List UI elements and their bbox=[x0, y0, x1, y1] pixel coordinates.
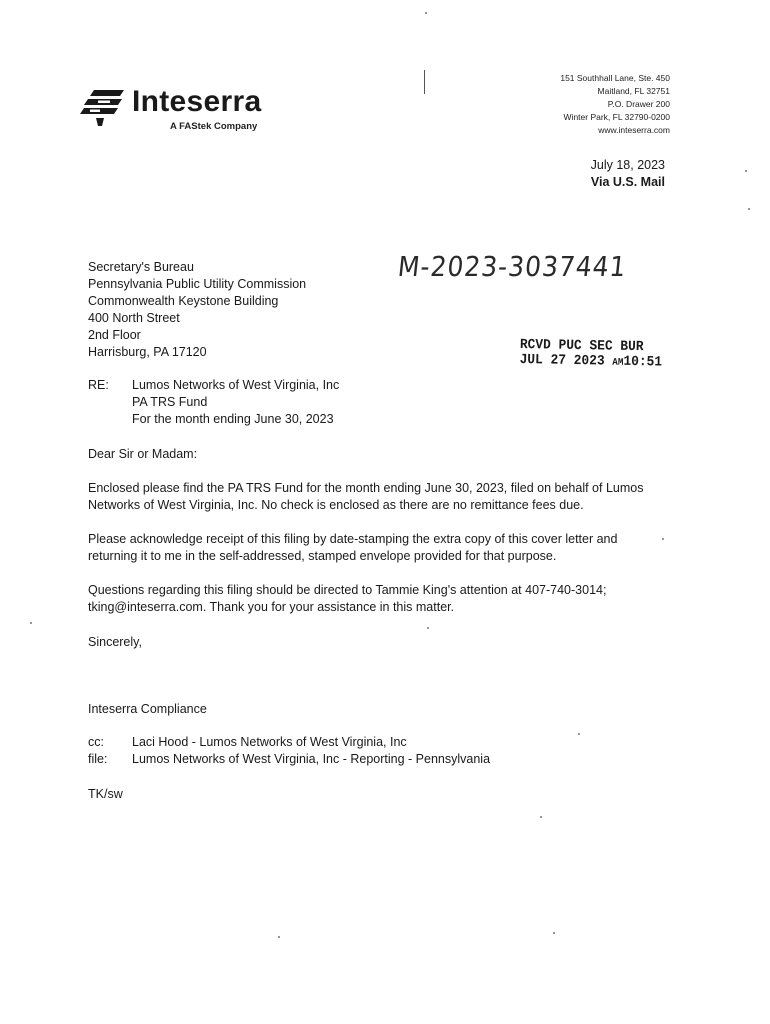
recipient-line: Secretary's Bureau bbox=[88, 260, 194, 274]
recipient-line: Harrisburg, PA 17120 bbox=[88, 345, 207, 359]
stamp-date-time bbox=[519, 353, 662, 371]
scan-speck bbox=[578, 733, 580, 735]
scan-speck bbox=[540, 816, 542, 818]
company-name: Inteserra bbox=[132, 85, 262, 118]
recipient-line: 2nd Floor bbox=[88, 328, 141, 342]
recipient-address bbox=[88, 259, 306, 361]
delivery-method: Via U.S. Mail bbox=[590, 175, 665, 189]
scan-speck bbox=[30, 622, 32, 624]
stamp-time: 10:51 bbox=[623, 353, 663, 371]
re-subject bbox=[132, 377, 339, 428]
body-paragraph: Please acknowledge receipt of this filing by date-stamping the extra copy of this cover letter and returning it to me in the self-addressed, stamped envelope provided for that purpose. bbox=[88, 532, 618, 563]
address-line: Winter Park, FL 32790-0200 bbox=[563, 112, 670, 122]
header-divider bbox=[424, 70, 425, 94]
website-link[interactable]: www.inteserra.com bbox=[598, 125, 670, 135]
stamp-line: RCVD PUC SEC BUR bbox=[519, 337, 644, 356]
typist-initials: TK/sw bbox=[88, 787, 123, 801]
salutation: Dear Sir or Madam: bbox=[88, 447, 198, 461]
re-line: For the month ending June 30, 2023 bbox=[132, 412, 334, 426]
stamp-ampm: AM bbox=[612, 357, 624, 369]
company-tagline: A FAStek Company bbox=[170, 121, 258, 132]
stamp-date: JUL 27 2023 bbox=[519, 351, 605, 370]
company-address bbox=[560, 72, 670, 137]
address-line: 151 Southhall Lane, Ste. 450 bbox=[560, 73, 670, 83]
re-line: Lumos Networks of West Virginia, Inc bbox=[132, 378, 340, 392]
docket-number-handwritten: M-2023-3037441 bbox=[396, 250, 629, 283]
file-label: file: bbox=[88, 752, 108, 766]
body-paragraph: Questions regarding this filing should be directed to Tammie King's attention at 407-740-3014; tking@inteserra.com. Thank you for your assistance in this matter. bbox=[88, 583, 607, 614]
address-line: P.O. Drawer 200 bbox=[607, 99, 670, 109]
closing: Sincerely, bbox=[88, 635, 142, 649]
recipient-line: Commonwealth Keystone Building bbox=[88, 294, 279, 308]
scan-speck bbox=[662, 538, 664, 540]
cc-value: Laci Hood - Lumos Networks of West Virginia, Inc bbox=[132, 735, 407, 749]
scan-speck bbox=[748, 208, 750, 210]
letter-date-block bbox=[591, 157, 665, 191]
re-line: PA TRS Fund bbox=[132, 395, 208, 409]
scan-speck bbox=[745, 170, 747, 172]
recipient-line: Pennsylvania Public Utility Commission bbox=[88, 277, 307, 291]
received-stamp bbox=[519, 338, 662, 371]
address-line: Maitland, FL 32751 bbox=[597, 86, 670, 96]
scan-speck bbox=[427, 627, 429, 629]
inteserra-logo-icon bbox=[80, 86, 128, 132]
file-value: Lumos Networks of West Virginia, Inc - Reporting - Pennsylvania bbox=[132, 752, 491, 766]
scan-speck bbox=[425, 12, 427, 14]
scan-speck bbox=[278, 936, 280, 938]
letter-date: July 18, 2023 bbox=[590, 158, 665, 172]
scan-speck bbox=[553, 932, 555, 934]
recipient-line: 400 North Street bbox=[88, 311, 180, 325]
signature-name: Inteserra Compliance bbox=[88, 702, 207, 716]
company-logo bbox=[80, 86, 280, 136]
cc-label: cc: bbox=[88, 735, 104, 749]
re-label: RE: bbox=[88, 378, 109, 392]
body-paragraph: Enclosed please find the PA TRS Fund for the month ending June 30, 2023, filed on behalf of Lumos Networks of West Virginia, Inc. No check is enclosed as there are no remittance fees due. bbox=[88, 481, 644, 512]
